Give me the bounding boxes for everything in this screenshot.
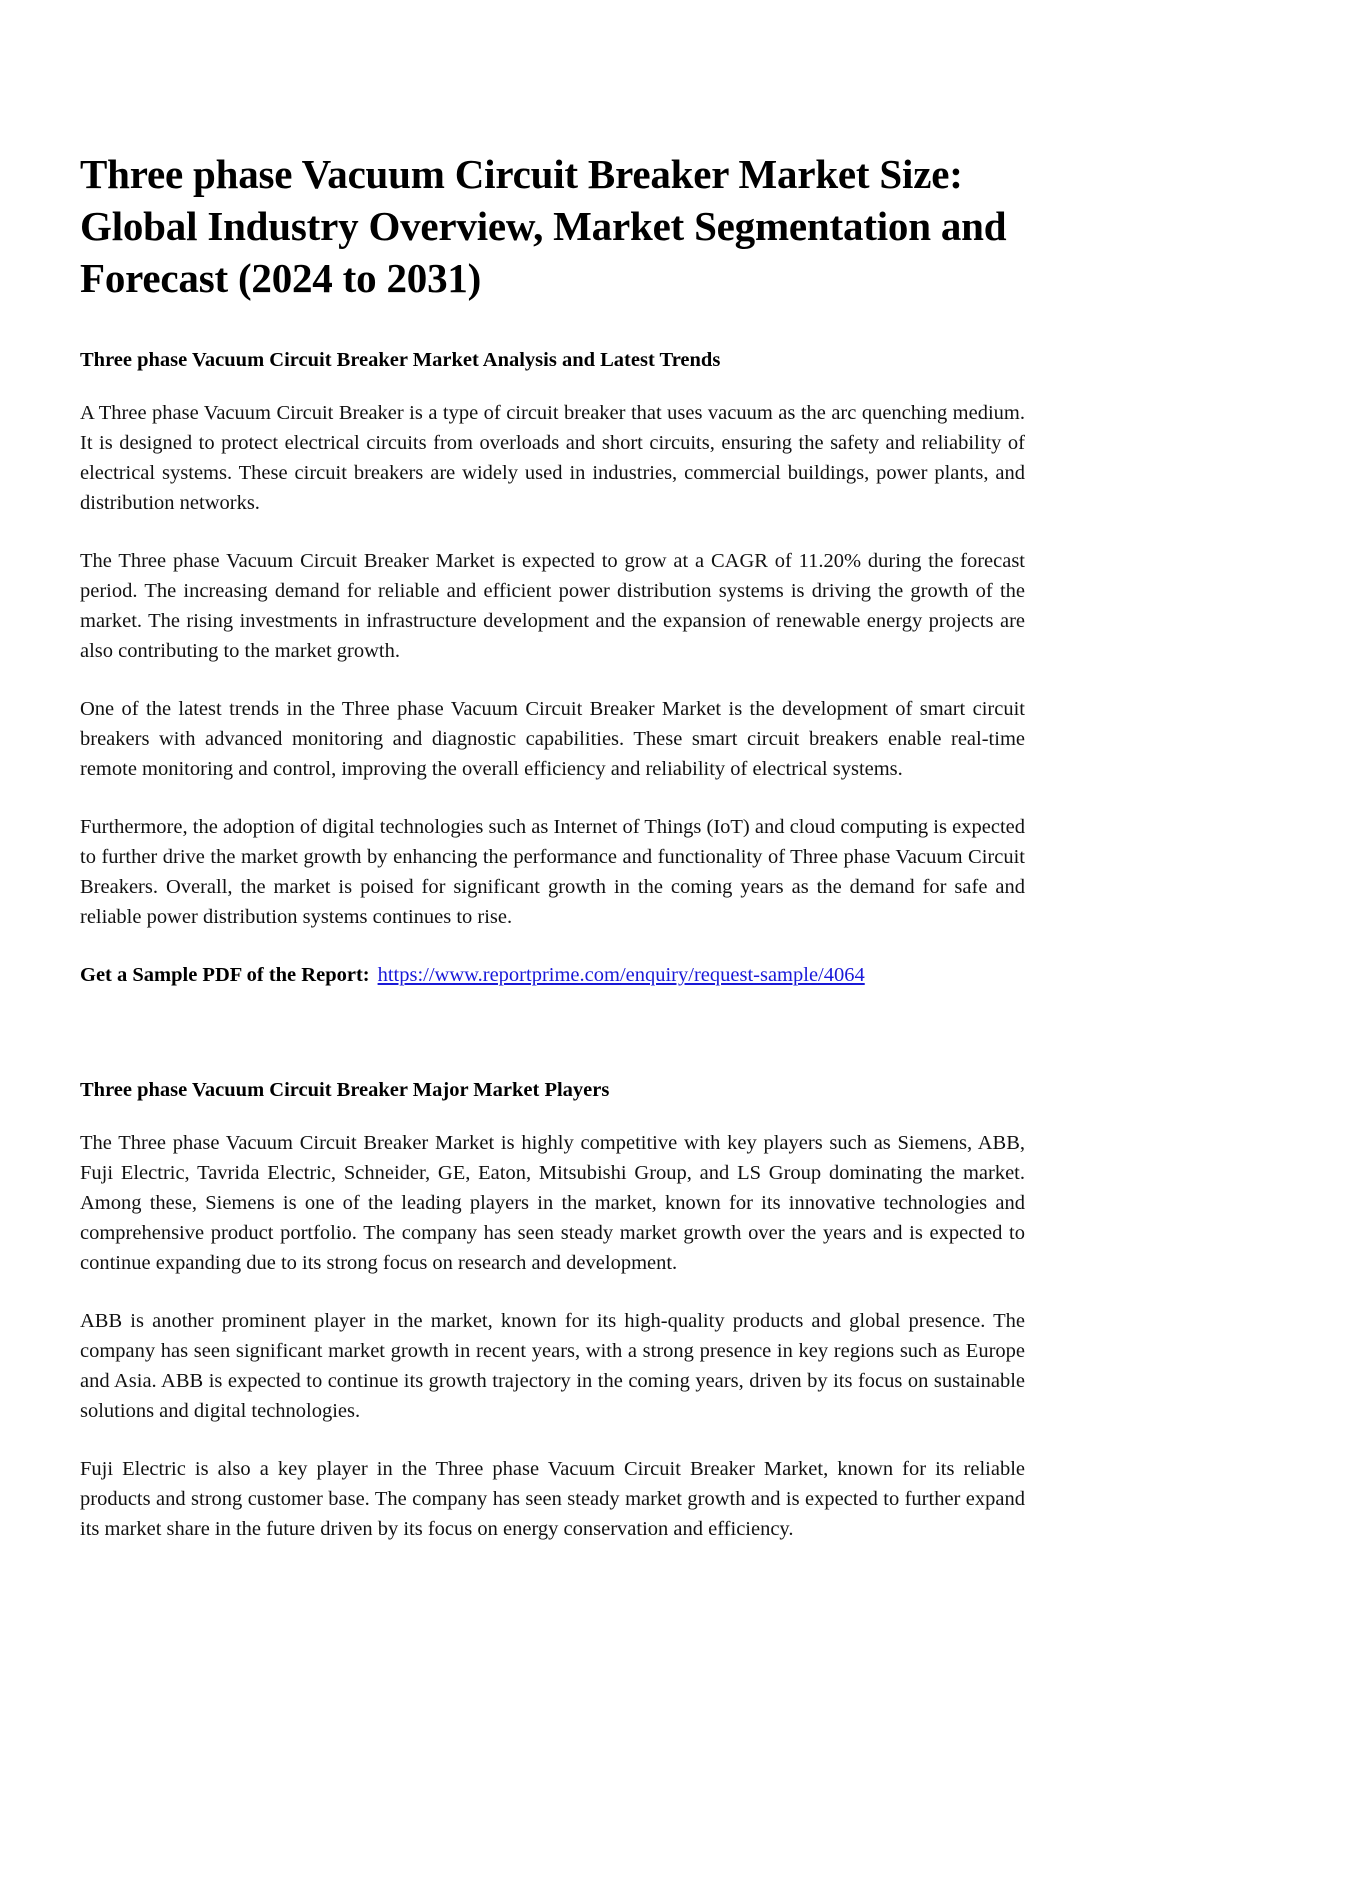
paragraph-competitive-landscape: The Three phase Vacuum Circuit Breaker Market is highly competitive with key players such as Siemens, ABB, Fuji Electric, Tavrida Electric, Schneider, GE, Eaton, Mitsubishi Group, and LS Group dominating the market. Among these, Siemens is one of the leading players in the market, known for its innovative technologies and comprehensive product portfolio. The company has seen steady market growth over the years and is expected to continue expanding due to its strong focus on research and development. [80, 1132, 1025, 1274]
sample-pdf-link[interactable]: https://www.reportprime.com/enquiry/request-sample/4064 [377, 964, 865, 986]
major-players-section [80, 1076, 1025, 1544]
paragraph-definition: A Three phase Vacuum Circuit Breaker is a type of circuit breaker that uses vacuum as the arc quenching medium. It is designed to protect electrical circuits from overloads and short circuits, ensuring the safety and reliability of electrical systems. These circuit breakers are widely used in industries, commercial buildings, power plants, and distribution networks. [80, 402, 1025, 514]
sample-pdf-cta [80, 960, 1025, 990]
document-content [80, 148, 1025, 1544]
sample-pdf-label: Get a Sample PDF of the Report: [80, 964, 370, 986]
paragraph-fuji-electric: Fuji Electric is also a key player in the Three phase Vacuum Circuit Breaker Market, known for its reliable products and strong customer base. The company has seen steady market growth and is expected to further expand its market share in the future driven by its focus on energy conservation and efficiency. [80, 1458, 1025, 1540]
section-heading-analysis: Three phase Vacuum Circuit Breaker Market Analysis and Latest Trends [80, 349, 721, 371]
paragraph-digital-technologies: Furthermore, the adoption of digital technologies such as Internet of Things (IoT) and cloud computing is expected to further drive the market growth by enhancing the performance and functionality of Three phase Vacuum Circuit Breakers. Overall, the market is poised for significant growth in the coming years as the demand for safe and reliable power distribution systems continues to rise. [80, 816, 1025, 928]
paragraph-cagr-growth: The Three phase Vacuum Circuit Breaker Market is expected to grow at a CAGR of 11.20% during the forecast period. The increasing demand for reliable and efficient power distribution systems is driving the growth of the market. The rising investments in infrastructure development and the expansion of renewable energy projects are also contributing to the market growth. [80, 550, 1025, 662]
section-heading-major-players: Three phase Vacuum Circuit Breaker Major Market Players [80, 1079, 610, 1101]
paragraph-abb: ABB is another prominent player in the market, known for its high-quality products and global presence. The company has seen significant market growth in recent years, with a strong presence in key regions such as Europe and Asia. ABB is expected to continue its growth trajectory in the coming years, driven by its focus on sustainable solutions and digital technologies. [80, 1310, 1025, 1422]
paragraph-smart-breakers-trend: One of the latest trends in the Three phase Vacuum Circuit Breaker Market is the development of smart circuit breakers with advanced monitoring and diagnostic capabilities. These smart circuit breakers enable real-time remote monitoring and control, improving the overall efficiency and reliability of electrical systems. [80, 698, 1025, 780]
page-title: Three phase Vacuum Circuit Breaker Market Size: Global Industry Overview, Market Segmentation and Forecast (2024 to 2031) [80, 151, 1007, 301]
section-spacer [80, 1018, 1025, 1076]
